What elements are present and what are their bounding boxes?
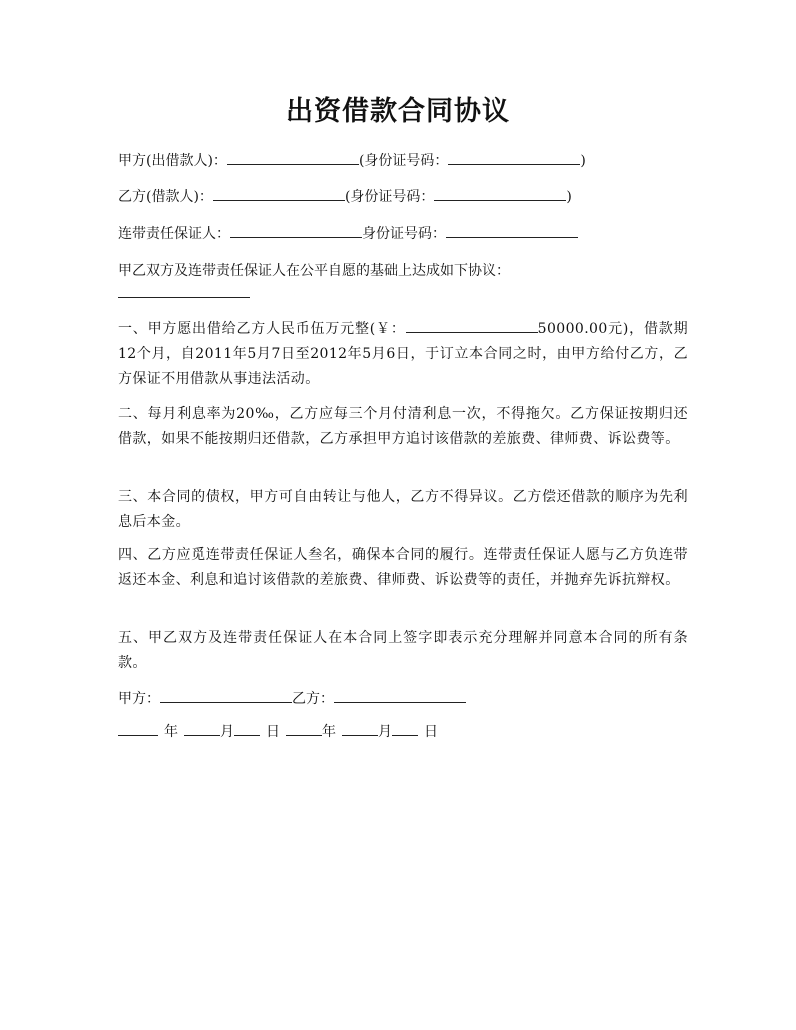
document-title: 出资借款合同协议 [286,96,510,127]
agreement-intro: 甲乙双方及连带责任保证人在公平自愿的基础上达成如下协议： [118,263,510,279]
clause-5: 五、甲乙双方及连带责任保证人在本合同上签字即表示充分理解并同意本合同的所有条款。 [118,630,688,671]
sign-a-label: 甲方： [118,691,160,707]
party-a-line [118,150,688,171]
clause-3: 三、本合同的债权，甲方可自由转让与他人，乙方不得异议。乙方偿还借款的顺序为先利息后本金。 [118,489,688,530]
sign-a-blank[interactable] [160,688,292,703]
intro-underline [118,297,250,298]
signature-line [118,688,688,709]
clause-1-prefix: 一、甲方愿出借给乙方人民币伍万元整(￥： [118,321,406,337]
party-b-id-open: (身份证号码： [344,189,435,205]
guarantor-name-blank[interactable] [230,223,362,238]
month-b-label: 月 [378,724,392,740]
year-a-label: 年 [164,724,178,740]
party-b-id-close: ) [566,189,572,205]
party-a-id-close: ) [580,153,586,169]
clause-1 [118,317,688,392]
clause-1-rest: 50000.00元)，借款期12个月，自2011年5月7日至2012年5月6日，于订立本合同之时，由甲方给付乙方，乙方保证不用借款从事违法活动。 [118,321,688,387]
day-b-label: 日 [424,724,438,740]
guarantor-id-label: 身份证号码： [362,226,446,242]
party-b-line [118,186,688,207]
year-a-blank[interactable] [118,721,158,736]
guarantor-line [118,223,688,244]
sign-b-blank[interactable] [334,688,466,703]
day-a-label: 日 [266,724,280,740]
party-a-name-blank[interactable] [227,150,359,165]
month-b-blank[interactable] [342,721,378,736]
party-b-label: 乙方(借款人)： [118,189,213,205]
sign-b-label: 乙方： [292,691,334,707]
year-b-label: 年 [322,724,336,740]
date-line [118,721,438,742]
party-b-name-blank[interactable] [213,186,345,201]
day-b-blank[interactable] [392,721,418,736]
loan-amount-blank[interactable] [406,318,538,333]
party-a-id-open: (身份证号码： [358,153,449,169]
party-b-id-blank[interactable] [434,186,566,201]
month-a-label: 月 [220,724,234,740]
clause-4: 四、乙方应觅连带责任保证人叁名，确保本合同的履行。连带责任保证人愿与乙方负连带返还本金、利息和追讨该借款的差旅费、律师费、诉讼费等的责任，并抛弃先诉抗辩权。 [118,547,688,588]
month-a-blank[interactable] [184,721,220,736]
day-a-blank[interactable] [234,721,260,736]
year-b-blank[interactable] [286,721,322,736]
guarantor-id-blank[interactable] [446,223,578,238]
party-a-label: 甲方(出借款人)： [118,153,227,169]
guarantor-label: 连带责任保证人： [118,226,230,242]
party-a-id-blank[interactable] [448,150,580,165]
clause-2: 二、每月利息率为20‰，乙方应每三个月付清利息一次，不得拖欠。乙方保证按期归还借款，如果不能按期归还借款，乙方承担甲方追讨该借款的差旅费、律师费、诉讼费等。 [118,406,688,447]
